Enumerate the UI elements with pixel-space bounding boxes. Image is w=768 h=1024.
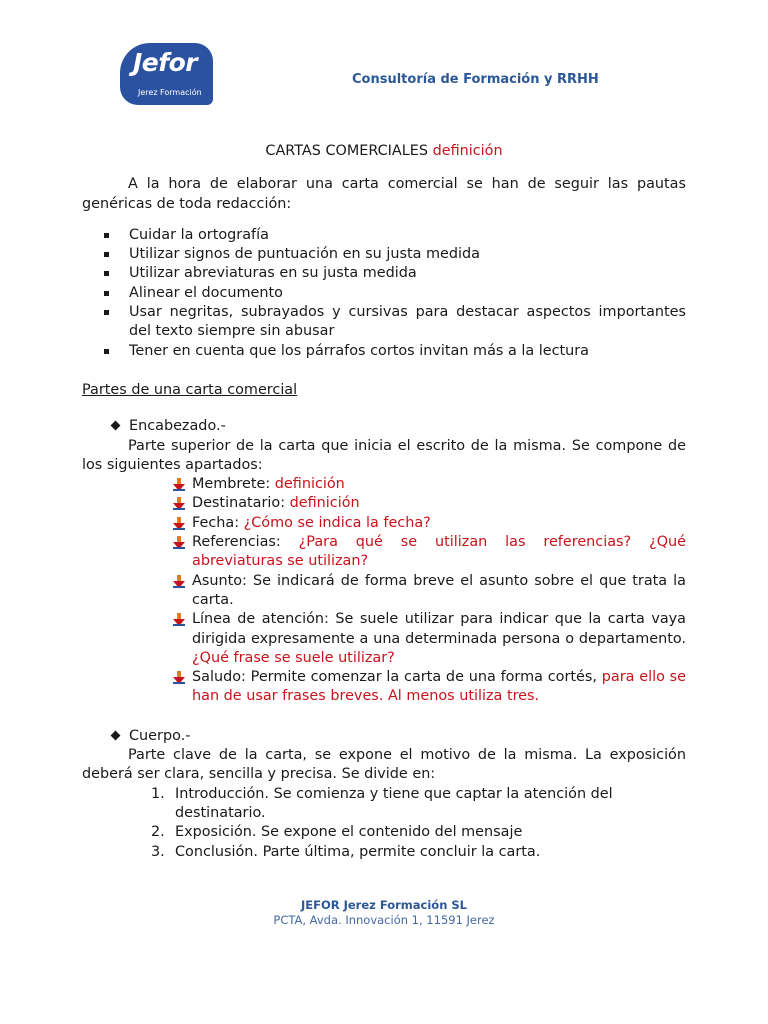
logo-subtitle: Jerez Formación xyxy=(138,88,202,97)
document-body xyxy=(82,142,686,862)
cuerpo-list xyxy=(151,785,686,862)
square-bullet-icon xyxy=(104,252,109,257)
page-footer xyxy=(0,898,768,928)
section-heading: Partes de una carta comercial xyxy=(82,381,298,398)
arrow-down-bullet-icon xyxy=(173,613,185,626)
list-item: Tener en cuenta que los párrafos cortos invitan más a la lectura xyxy=(82,342,686,361)
logo-wordmark: Jefor xyxy=(133,48,198,77)
cuerpo-description: Parte clave de la carta, se expone el motivo de la misma. La exposición deberá ser clara, sencilla y precisa. Se divide en: xyxy=(82,747,686,783)
encabezado-description: Parte superior de la carta que inicia el escrito de la misma. Se compone de los siguientes apartados: xyxy=(82,437,686,473)
list-item: Fecha: ¿Cómo se indica la fecha? xyxy=(192,514,686,533)
cuerpo-heading: Cuerpo.- xyxy=(82,727,686,746)
list-item: Destinatario: definición xyxy=(192,494,686,513)
list-item: 1. Introducción. Se comienza y tiene que captar la atención del destinatario. xyxy=(151,785,613,821)
square-bullet-icon xyxy=(104,310,109,315)
document-title-red: definición xyxy=(432,143,503,159)
arrow-down-bullet-icon xyxy=(173,536,185,549)
encabezado-heading: Encabezado.- xyxy=(82,417,686,436)
document-title-main: CARTAS COMERCIALES xyxy=(265,143,429,159)
arrow-down-bullet-icon xyxy=(173,517,185,530)
list-item: Membrete: definición xyxy=(192,475,686,494)
arrow-down-bullet-icon xyxy=(173,497,185,510)
list-item: Alinear el documento xyxy=(82,284,686,303)
list-item: Utilizar signos de puntuación en su justa medida xyxy=(82,245,686,264)
document-title xyxy=(82,142,686,161)
diamond-bullet-icon xyxy=(111,730,121,740)
footer-company: JEFOR Jerez Formación SL xyxy=(300,898,468,912)
encabezado-list xyxy=(192,475,686,707)
square-bullet-icon xyxy=(104,233,109,238)
square-bullet-icon xyxy=(104,291,109,296)
list-item: 3. Conclusión. Parte última, permite concluir la carta. xyxy=(151,843,541,860)
arrow-down-bullet-icon xyxy=(173,575,185,588)
arrow-down-bullet-icon xyxy=(173,671,185,684)
list-item: Cuidar la ortografía xyxy=(82,226,686,245)
square-bullet-icon xyxy=(104,349,109,354)
list-item: Referencias: ¿Para qué se utilizan las referencias? ¿Qué abreviaturas se utilizan? xyxy=(192,533,686,572)
list-item: Saludo: Permite comenzar la carta de una forma cortés, para ello se han de usar frases breves. Al menos utiliza tres. xyxy=(192,668,686,707)
company-logo xyxy=(120,43,213,105)
intro-paragraph: A la hora de elaborar una carta comercial se han de seguir las pautas genéricas de toda redacción: xyxy=(82,176,686,212)
arrow-down-bullet-icon xyxy=(173,478,185,491)
list-item: 2. Exposición. Se expone el contenido del mensaje xyxy=(151,824,523,841)
footer-address: PCTA, Avda. Innovación 1, 11591 Jerez xyxy=(273,913,495,927)
square-bullet-icon xyxy=(104,271,109,276)
guidelines-list xyxy=(82,226,686,361)
list-item: Línea de atención: Se suele utilizar para indicar que la carta vaya dirigida expresamente a una determinada persona o departamento. ¿Qué frase se suele utilizar? xyxy=(192,610,686,668)
header-title: Consultoría de Formación y RRHH xyxy=(352,72,599,87)
diamond-bullet-icon xyxy=(111,421,121,431)
list-item: Usar negritas, subrayados y cursivas para destacar aspectos importantes del texto siempre sin abusar xyxy=(82,303,686,342)
list-item: Asunto: Se indicará de forma breve el asunto sobre el que trata la carta. xyxy=(192,572,686,611)
list-item: Utilizar abreviaturas en su justa medida xyxy=(82,264,686,283)
